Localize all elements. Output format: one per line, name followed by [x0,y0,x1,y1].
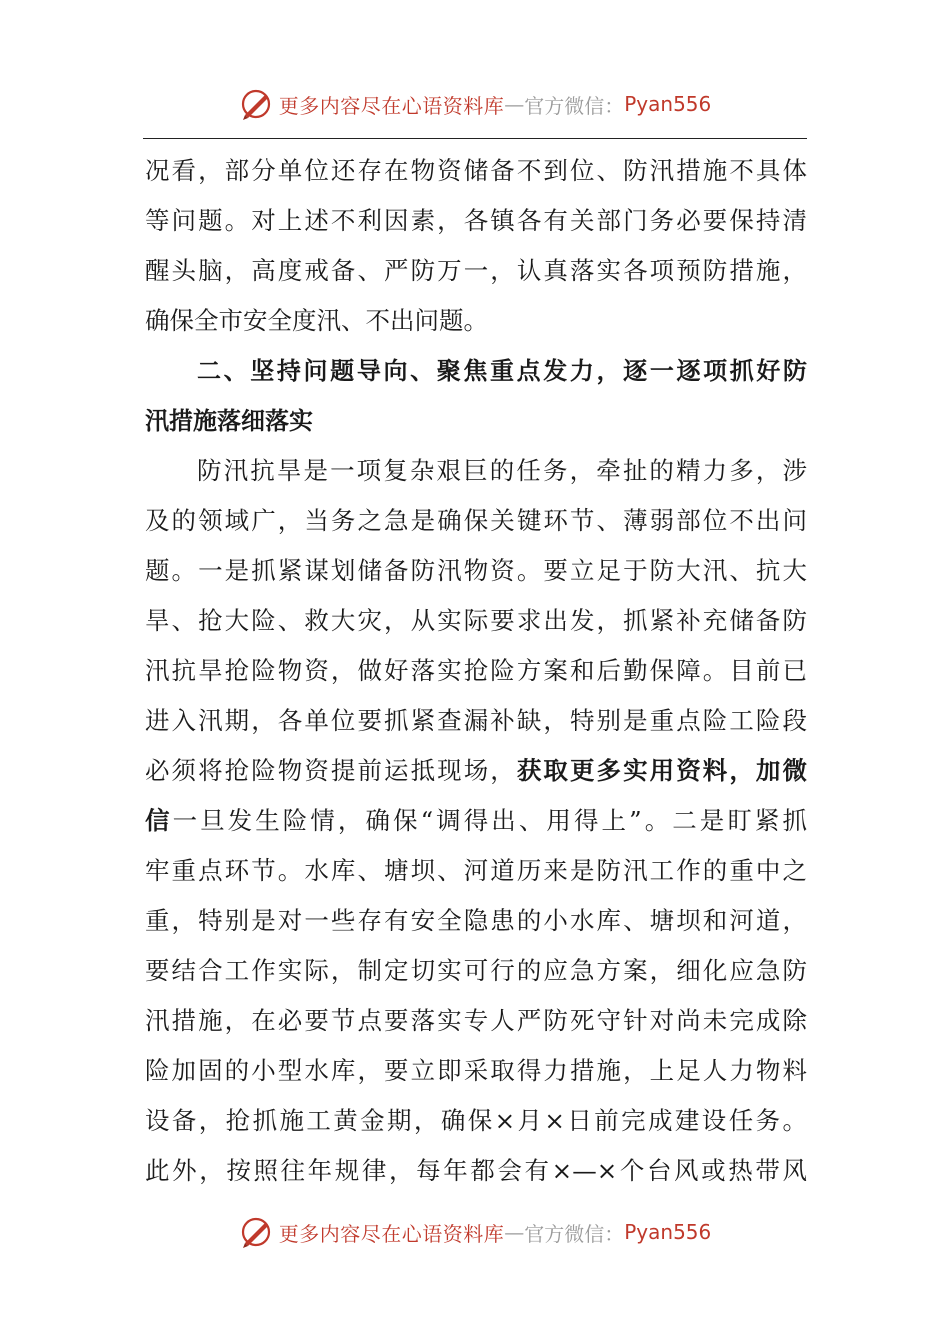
banner-dash: — [504,1220,525,1244]
document-body [145,146,807,1196]
text-line-mixed [145,746,807,796]
text-line: 醒头脑，高度戒备、严防万一，认真落实各项预防措施， [145,256,807,285]
banner-wechat-label: 官方微信： [524,93,625,118]
text-promo-bold: 获取更多实用资料，加微 [516,756,807,785]
banner-main-text: 更多内容尽在心语资料库 [278,93,505,118]
text-line: 汛措施，在必要节点要落实专人严防死守针对尚未完成除 [145,1006,807,1035]
footer-watermark-banner [0,1210,950,1254]
banner-wechat-id: Pyan556 [624,1220,712,1244]
text-promo-bold: 信 [145,806,173,835]
text-normal: 一旦发生险情，确保“调得出、用得上”。二是盯紧抓 [172,806,807,835]
text-line: 牢重点环节。水库、塘坝、河道历来是防汛工作的重中之 [145,856,807,885]
pen-circle-icon [239,1215,273,1249]
text-line: 等问题。对上述不利因素，各镇各有关部门务必要保持清 [145,206,807,235]
header-watermark-banner [0,82,950,126]
text-line: 重，特别是对一些存有安全隐患的小水库、塘坝和河道， [145,906,807,935]
header-divider [143,138,807,139]
text-line: 及的领域广，当务之急是确保关键环节、薄弱部位不出问 [145,506,807,535]
text-line: 旱、抢大险、救大灾，从实际要求出发，抓紧补充储备防 [145,606,807,635]
text-line: 设备，抢抓施工黄金期，确保×月×日前完成建设任务。 [145,1106,807,1135]
banner-main-text: 更多内容尽在心语资料库 [278,1221,505,1246]
text-line: 汛抗旱抢险物资，做好落实抢险方案和后勤保障。目前已 [145,656,807,685]
text-line: 确保全市安全度汛、不出问题。 [145,306,488,335]
text-line: 险加固的小型水库，要立即采取得力措施，上足人力物料 [145,1056,807,1085]
banner-dash: — [504,92,525,116]
text-line: 此外，按照往年规律，每年都会有×—×个台风或热带风 [145,1156,807,1185]
text-line-mixed [145,796,807,846]
text-line: 题。一是抓紧谋划储备防汛物资。要立足于防大汛、抗大 [145,556,807,585]
pen-circle-icon [239,87,273,121]
text-line: 况看，部分单位还存在物资储备不到位、防汛措施不具体 [145,156,807,185]
text-normal: 必须将抢险物资提前运抵现场， [145,756,517,785]
banner-wechat-label: 官方微信： [524,1221,625,1246]
text-line: 进入汛期，各单位要抓紧查漏补缺，特别是重点险工险段 [145,706,807,735]
text-line: 防汛抗旱是一项复杂艰巨的任务，牵扯的精力多，涉 [197,456,807,485]
section-heading-line: 二、坚持问题导向、聚焦重点发力，逐一逐项抓好防 [197,357,807,385]
banner-wechat-id: Pyan556 [624,92,712,116]
text-line: 要结合工作实际，制定切实可行的应急方案，细化应急防 [145,956,807,985]
section-heading-line: 汛措施落细落实 [145,407,313,435]
